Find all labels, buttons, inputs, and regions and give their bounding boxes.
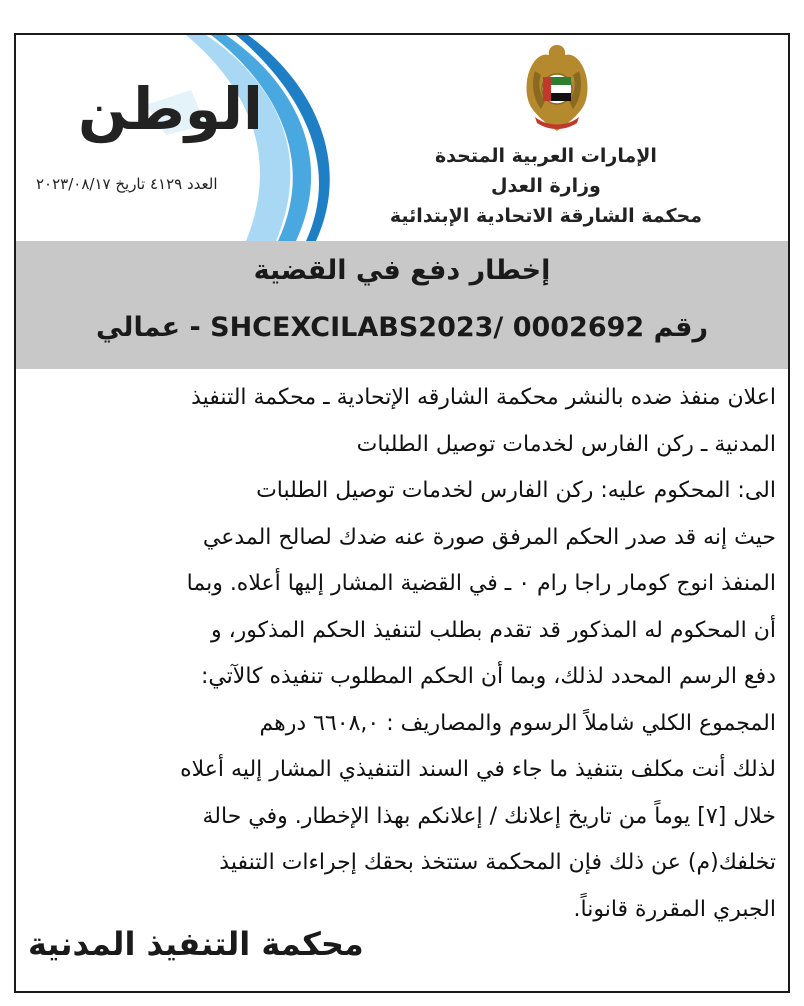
ministry-name: وزارة العدل: [491, 175, 601, 197]
body-line: حيث إنه قد صدر الحكم المرفق صورة عنه ضدك لصالح المدعي: [202, 524, 776, 550]
government-block: [390, 141, 702, 231]
uae-eagle-emblem-icon: [521, 41, 593, 135]
notice-title: إخطار دفع في القضية: [253, 255, 551, 286]
title-band: [16, 241, 788, 369]
body-line: تخلفك(م) عن ذلك فإن المحكمة ستتخذ بحقك إجراءات التنفيذ: [219, 850, 776, 875]
body-line: المدنية ـ ركن الفارس لخدمات توصيل الطلبات: [356, 431, 776, 457]
notice-frame: [14, 33, 790, 993]
body-line: المنفذ انوج كومار راجا رام ٠ ـ في القضية المشار إليها أعلاه. وبما: [186, 571, 776, 596]
notice-body: [28, 375, 776, 933]
body-line: الجبري المقررة قانوناً.: [573, 896, 776, 922]
body-line: اعلان منفذ ضده بالنشر محكمة الشارقه الإتحادية ـ محكمة التنفيذ: [191, 385, 776, 410]
header: [16, 35, 788, 241]
court-sign-off: محكمة التنفيذ المدنية: [28, 925, 364, 963]
newspaper-name: الوطن: [78, 75, 263, 143]
court-name: محكمة الشارقة الاتحادية الإبتدائية: [389, 205, 702, 227]
body-line: دفع الرسم المحدد لذلك، وبما أن الحكم المطلوب تنفيذه كالآتي:: [200, 664, 776, 689]
country-name: الإمارات العربية المتحدة: [434, 145, 657, 167]
body-line: الى: المحكوم عليه: ركن الفارس لخدمات توصيل الطلبات: [256, 478, 776, 503]
body-line: لذلك أنت مكلف بتنفيذ ما جاء في السند التنفيذي المشار إليه أعلاه: [180, 757, 776, 782]
body-line: المجموع الكلي شاملاً الرسوم والمصاريف : ٦٦٠٨,٠ درهم: [259, 710, 776, 736]
case-number: رقم SHCEXCILABS2023/ 0002692 - عمالي: [95, 312, 708, 343]
body-line: أن المحكوم له المذكور قد تقدم بطلب لتنفيذ الحكم المذكور، و: [210, 617, 776, 643]
body-line: خلال [٧] يوماً من تاريخ إعلانك / إعلانكم بهذا الإخطار. وفي حالة: [202, 803, 776, 829]
issue-line: العدد ٤١٢٩ تاريخ ٢٠٢٣/٠٨/١٧: [36, 175, 218, 193]
